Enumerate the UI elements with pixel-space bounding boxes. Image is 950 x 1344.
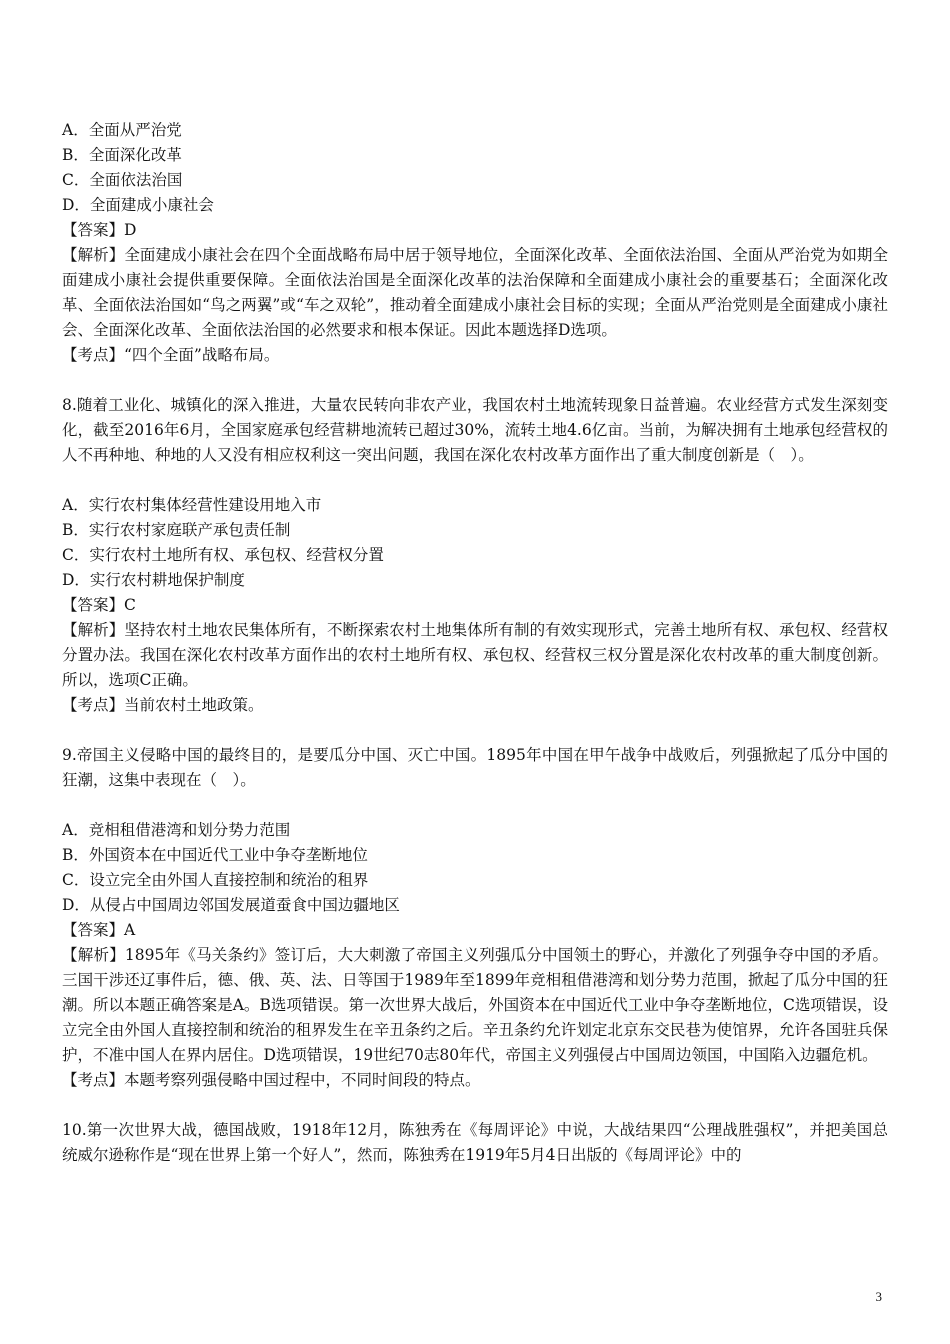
q7-point: 【考点】“四个全面”战略布局。: [62, 346, 280, 364]
q7-option-d: D．全面建成小康社会: [62, 196, 214, 214]
q9-analysis: 【解析】1895年《马关条约》签订后，大大刺激了帝国主义列强瓜分中国领土的野心，并激化了列强争夺中国的矛盾。三国干涉还辽事件后，德、俄、英、法、日等国于1989年至1899年竞相租借港湾和划分势力范围，掀起了瓜分中国的狂潮。所以本题正确答案是A。B选项错误。第一次世界大战后，外国资本在中国近代工业中争夺垄断地位，C选项错误，设立完全由外国人直接控制和统治的租界发生在辛丑条约之后。辛丑条约允许划定北京东交民巷为使馆界，允许各国驻兵保护，不准中国人在界内居住。D选项错误，19世纪70志80年代，帝国主义列强侵占中国周边领国，中国陷入边疆危机。: [62, 946, 888, 1064]
q10-stem: 10.第一次世界大战，德国战败，1918年12月，陈独秀在《每周评论》中说，大战结果四“公理战胜强权”，并把美国总统威尔逊称作是“现在世界上第一个好人”，然而，陈独秀在1919年5月4日出版的《每周评论》中的: [62, 1121, 888, 1164]
spacer: [62, 793, 888, 818]
spacer: [62, 468, 888, 493]
q8-option-d: D．实行农村耕地保护制度: [62, 571, 245, 589]
q7-option-c: C．全面依法治国: [62, 171, 183, 189]
q7-answer: 【答案】D: [62, 221, 137, 239]
q8-stem: 8.随着工业化、城镇化的深入推进，大量农民转向非农产业，我国农村土地流转现象日益普遍。农业经营方式发生深刻变化，截至2016年6月，全国家庭承包经营耕地流转已超过30%，流转土地4.6亿亩。当前，为解决拥有土地承包经营权的人不再种地、种地的人又没有相应权利这一突出问题，我国在深化农村改革方面作出了重大制度创新是（ ）。: [62, 396, 888, 464]
spacer: [62, 718, 888, 743]
document-page: [62, 118, 888, 1168]
spacer: [62, 368, 888, 393]
q7-analysis: 【解析】全面建成小康社会在四个全面战略布局中居于领导地位，全面深化改革、全面依法治国、全面从严治党为如期全面建成小康社会提供重要保障。全面依法治国是全面深化改革的法治保障和全面建成小康社会的重要基石；全面深化改革、全面依法治国如“鸟之两翼”或“车之双轮”，推动着全面建成小康社会目标的实现；全面从严治党则是全面建成小康社会、全面深化改革、全面依法治国的必然要求和根本保证。因此本题选择D选项。: [62, 246, 888, 339]
q9-point: 【考点】本题考察列强侵略中国过程中，不同时间段的特点。: [62, 1071, 481, 1089]
q8-option-a: A．实行农村集体经营性建设用地入市: [62, 496, 322, 514]
q7-option-b: B．全面深化改革: [62, 146, 182, 164]
q9-option-d: D．从侵占中国周边邻国发展道蚕食中国边疆地区: [62, 896, 400, 914]
q9-answer: 【答案】A: [62, 921, 136, 939]
q9-option-c: C．设立完全由外国人直接控制和统治的租界: [62, 871, 369, 889]
spacer: [62, 1093, 888, 1118]
q8-option-c: C．实行农村土地所有权、承包权、经营权分置: [62, 546, 384, 564]
q8-point: 【考点】当前农村土地政策。: [62, 696, 264, 714]
q7-option-a: A．全面从严治党: [62, 121, 182, 139]
q9-stem: 9.帝国主义侵略中国的最终目的，是要瓜分中国、灭亡中国。1895年中国在甲午战争中战败后，列强掀起了瓜分中国的狂潮，这集中表现在（ ）。: [62, 746, 888, 789]
q8-analysis: 【解析】坚持农村土地农民集体所有，不断探索农村土地集体所有制的有效实现形式，完善土地所有权、承包权、经营权分置办法。我国在深化农村改革方面作出的农村土地所有权、承包权、经营权三权分置是深化农村改革的重大制度创新。所以，选项C正确。: [62, 621, 888, 689]
q9-option-a: A．竞相租借港湾和划分势力范围: [62, 821, 291, 839]
q9-option-b: B．外国资本在中国近代工业中争夺垄断地位: [62, 846, 368, 864]
q8-option-b: B．实行农村家庭联产承包责任制: [62, 521, 291, 539]
page-number: 3: [875, 1289, 882, 1304]
q8-answer: 【答案】C: [62, 596, 136, 614]
